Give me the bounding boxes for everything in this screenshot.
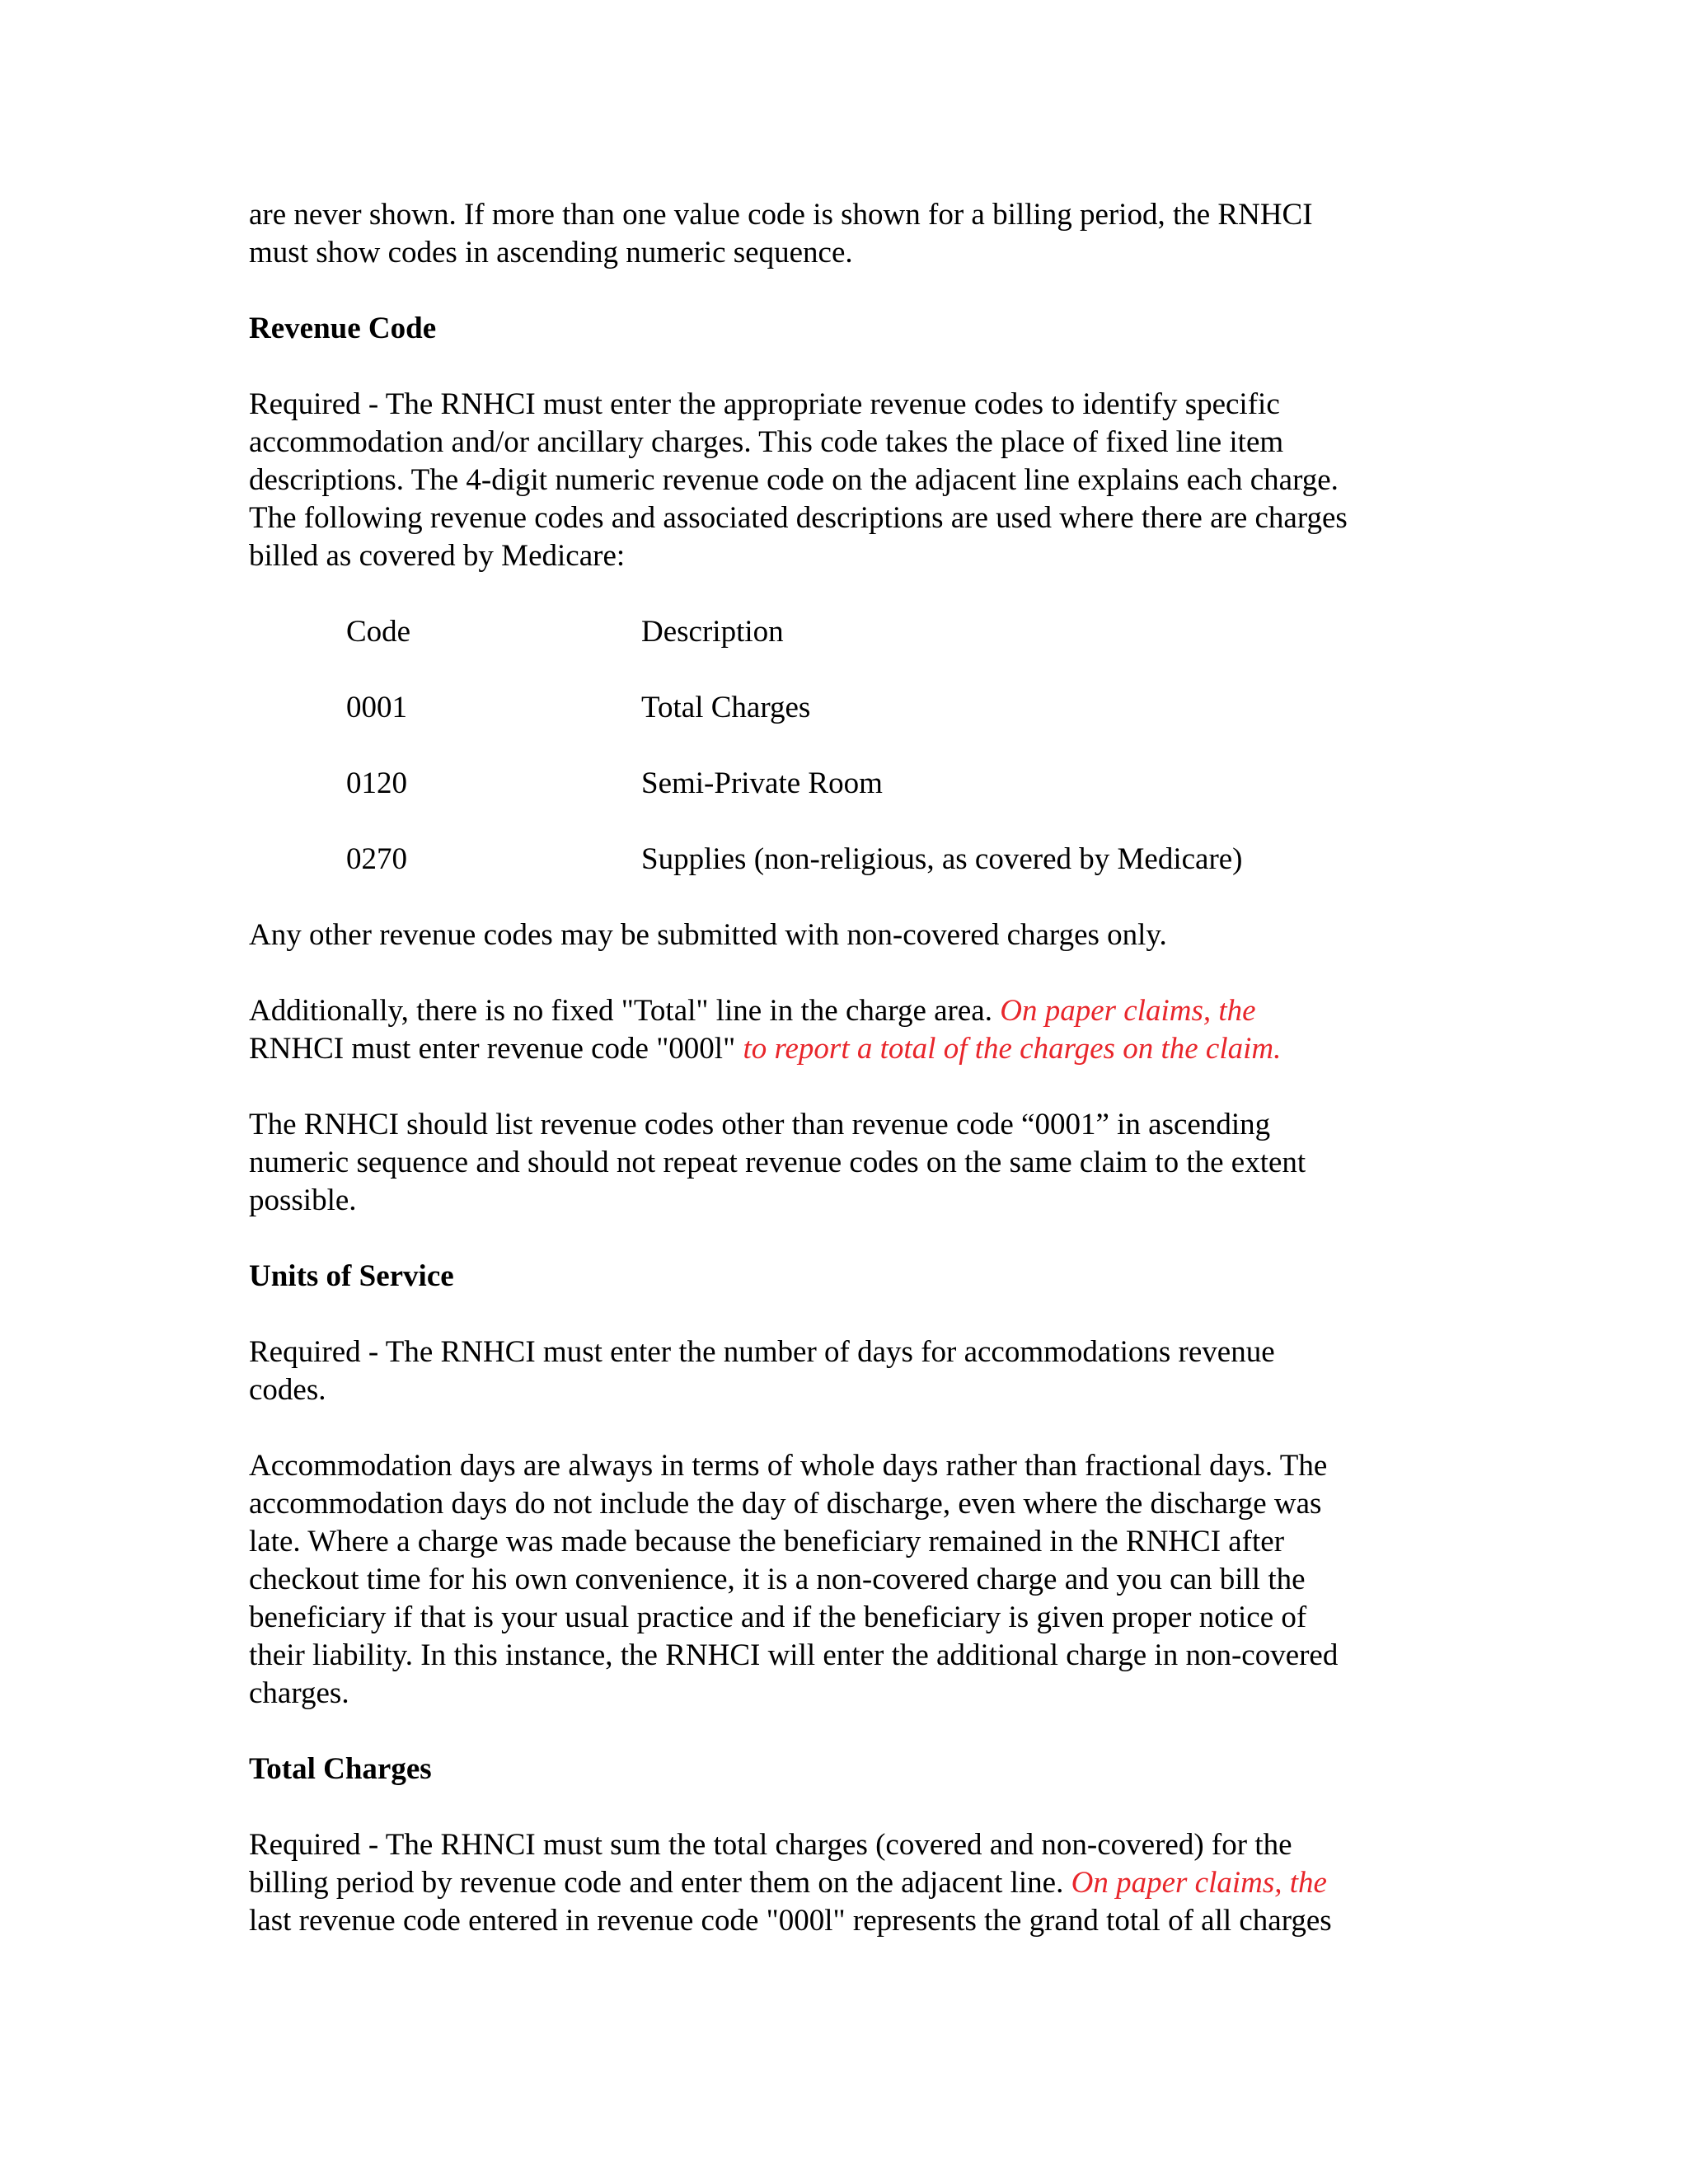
units-paragraph-2 [249, 1447, 1452, 1713]
description-cell: Supplies (non-religious, as covered by Medicare) [641, 842, 1243, 876]
text-segment: Additionally, there is no fixed "Total" line in the charge area. [249, 994, 1001, 1028]
text-line: beneficiary if that is your usual practice and if the beneficiary is given proper notice of [249, 1601, 1307, 1634]
document-page [249, 196, 1452, 1940]
revenue-code-table [346, 613, 1452, 879]
table-row [346, 689, 1452, 727]
text-line: last revenue code entered in revenue code "000l" represents the grand total of all charges [249, 1904, 1332, 1938]
text-line: descriptions. The 4-digit numeric revenue code on the adjacent line explains each charge. [249, 463, 1339, 497]
revenue-code-paragraph-3 [249, 992, 1452, 1068]
intro-paragraph [249, 196, 1452, 272]
text-segment: RNHCI must enter revenue code "000l" [249, 1032, 743, 1066]
text-line: The RNHCI should list revenue codes other than revenue code “0001” in ascending [249, 1108, 1271, 1141]
text-line: charges. [249, 1676, 349, 1710]
text-line: must show codes in ascending numeric sequence. [249, 236, 853, 269]
table-row [346, 765, 1452, 803]
text-line: their liability. In this instance, the RNHCI will enter the additional charge in non-covered [249, 1638, 1339, 1672]
section-heading-total-charges: Total Charges [249, 1752, 432, 1786]
revenue-code-paragraph-1 [249, 386, 1452, 575]
section-heading-units-of-service: Units of Service [249, 1259, 454, 1293]
column-header-description: Description [641, 615, 784, 649]
emphasis-text: On paper claims, the [1000, 994, 1256, 1028]
text-line: numeric sequence and should not repeat revenue codes on the same claim to the extent [249, 1146, 1306, 1179]
column-header-code: Code [346, 615, 411, 649]
text-line: late. Where a charge was made because the beneficiary remained in the RNHCI after [249, 1525, 1285, 1558]
emphasis-text: On paper claims, the [1071, 1866, 1327, 1900]
text-line: Required - The RHNCI must sum the total charges (covered and non-covered) for the [249, 1828, 1292, 1862]
emphasis-text: to report a total of the charges on the claim. [743, 1032, 1282, 1066]
description-cell: Total Charges [641, 691, 811, 724]
revenue-code-paragraph-2: Any other revenue codes may be submitted with non-covered charges only. [249, 918, 1167, 952]
text-line: are never shown. If more than one value code is shown for a billing period, the RNHCI [249, 198, 1313, 232]
text-line: possible. [249, 1183, 357, 1217]
revenue-code-cell: 0120 [346, 766, 407, 800]
text-line: Required - The RNHCI must enter the appropriate revenue codes to identify specific [249, 387, 1280, 421]
revenue-code-cell: 0001 [346, 691, 407, 724]
text-line: billed as covered by Medicare: [249, 539, 626, 573]
description-cell: Semi-Private Room [641, 766, 883, 800]
total-charges-paragraph [249, 1826, 1452, 1940]
section-heading-revenue-code: Revenue Code [249, 312, 437, 345]
text-line: accommodation and/or ancillary charges. This code takes the place of fixed line item [249, 425, 1284, 459]
text-line: Accommodation days are always in terms of whole days rather than fractional days. The [249, 1449, 1328, 1483]
table-row [346, 841, 1452, 879]
revenue-code-paragraph-4 [249, 1106, 1452, 1220]
text-line: The following revenue codes and associated descriptions are used where there are charges [249, 501, 1348, 535]
text-line: Required - The RNHCI must enter the number of days for accommodations revenue [249, 1335, 1275, 1369]
revenue-code-cell: 0270 [346, 842, 407, 876]
text-line: checkout time for his own convenience, it is a non-covered charge and you can bill the [249, 1563, 1306, 1596]
text-line: codes. [249, 1373, 326, 1407]
units-paragraph-1 [249, 1333, 1452, 1409]
text-segment: billing period by revenue code and enter them on the adjacent line. [249, 1866, 1071, 1900]
text-line: accommodation days do not include the day of discharge, even where the discharge was [249, 1487, 1322, 1521]
table-header-row [346, 613, 1452, 651]
